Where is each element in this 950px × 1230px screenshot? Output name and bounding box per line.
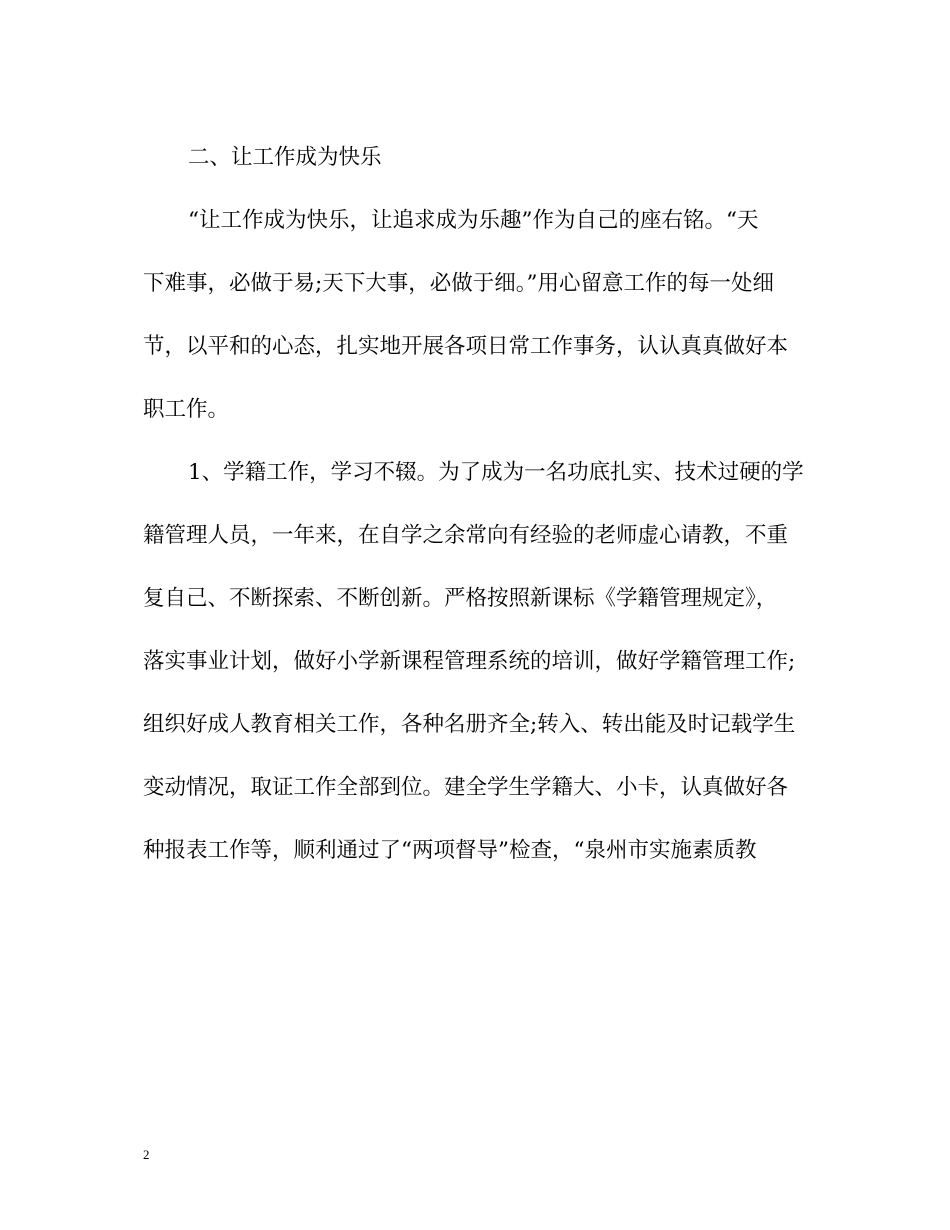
paragraph-line: 复自己、不断探索、不断创新。严格按照新课标《学籍管理规定》， (143, 586, 778, 611)
paragraph-line: 下难事，必做于易;天下大事，必做于细。”用心留意工作的每一处细 (143, 271, 774, 296)
paragraph-line: 落实事业计划，做好小学新课程管理系统的培训，做好学籍管理工作; (143, 649, 796, 674)
paragraph-line: 籍管理人员，一年来，在自学之余常向有经验的老师虚心请教，不重 (143, 523, 789, 548)
paragraph-line: 变动情况，取证工作全部到位。建全学生学籍大、小卡，认真做好各 (143, 775, 789, 800)
paragraph-line: 组织好成人教育相关工作，各种名册齐全;转入、转出能及时记载学生 (143, 712, 796, 737)
paragraph-line: 种报表工作等，顺利通过了“两项督导”检查，“泉州市实施素质教 (143, 838, 757, 863)
page-number: 2 (143, 1147, 150, 1162)
document-body (143, 136, 811, 892)
paragraph-line: 1、学籍工作，学习不辍。为了成为一名功底扎实、技术过硬的学 (188, 460, 804, 485)
paragraph-line: “让工作成为快乐，让追求成为乐趣”作为自己的座右铭。“天 (188, 208, 759, 233)
paragraph-line: 节，以平和的心态，扎实地开展各项日常工作事务，认认真真做好本 (143, 334, 789, 359)
paragraph-line: 职工作。 (143, 397, 230, 422)
section-heading: 二、让工作成为快乐 (188, 145, 382, 170)
